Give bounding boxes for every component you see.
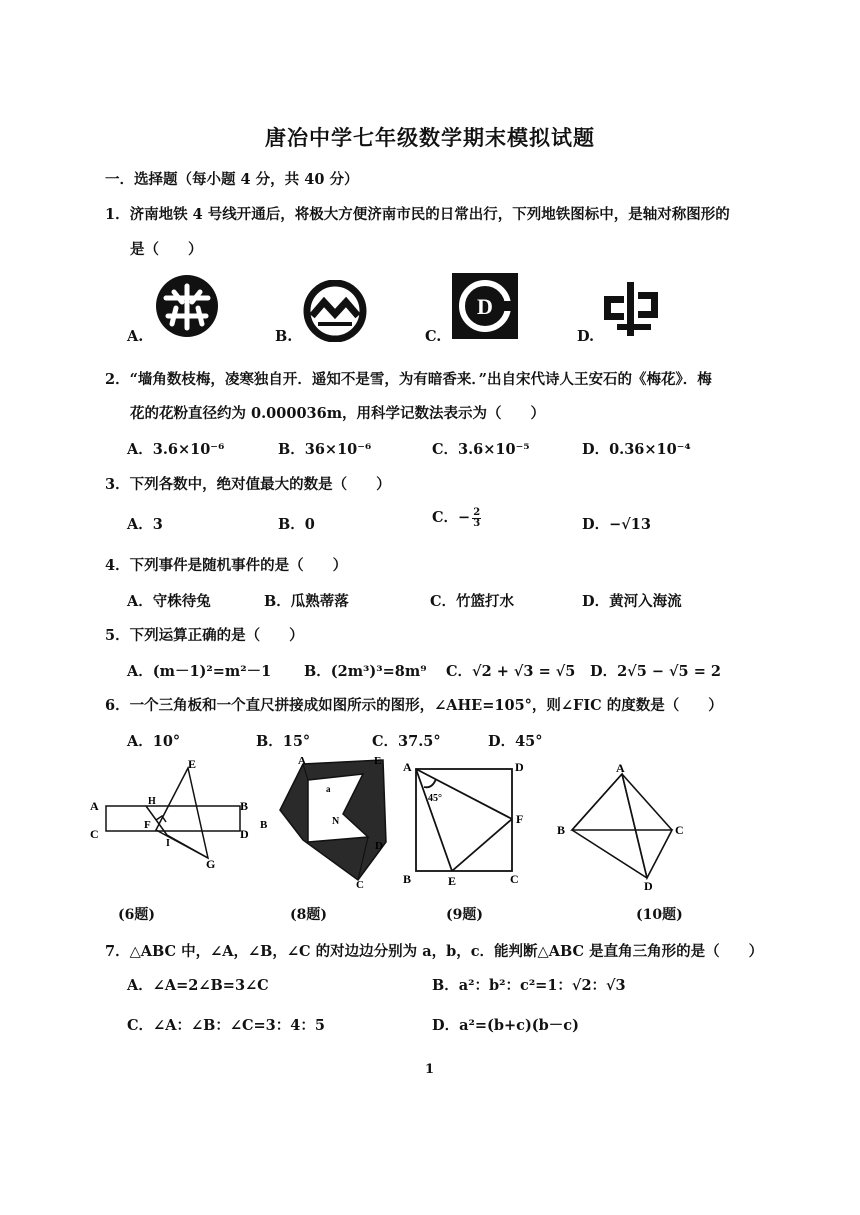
figure-10 (552, 760, 692, 895)
q2-stem-line2: 花的花粉直径约为 0.000036m，用科学记数法表示为（ ） (130, 405, 546, 422)
fig9-label-angle: 45° (428, 793, 442, 804)
fig8-label-c: C (356, 879, 364, 891)
fig6-label-d: D (240, 827, 249, 841)
q6-stem: 6．一个三角板和一个直尺拼接成如图所示的图形，∠AHE=105°，则∠FIC 的度数是（ ） (105, 697, 723, 714)
fig8-label-e: E (374, 755, 382, 767)
q3-option-c (432, 506, 481, 529)
q3-stem: 3．下列各数中，绝对值最大的数是（ ） (105, 476, 391, 493)
caption-fig6: (6题) (118, 907, 155, 923)
caption-fig10: (10题) (636, 907, 683, 923)
figure-8 (258, 752, 398, 892)
fig6-label-h: H (148, 796, 156, 807)
caption-fig8: (8题) (290, 907, 327, 923)
q1-option-a-label: A. (127, 328, 144, 345)
q1-option-b-label: B. (275, 328, 293, 345)
q2-option-a: A．3.6×10⁻⁶ (127, 441, 225, 458)
q5-stem: 5．下列运算正确的是（ ） (105, 627, 304, 644)
q5-option-c: C．√2 + √3 = √5 (446, 663, 576, 680)
q5-option-b: B．(2m³)³=8m⁹ (304, 663, 427, 680)
q2-stem-line1: 2．“墙角数枝梅，凌寒独自开．遥知不是雪，为有暗香来．”出自宋代诗人王安石的《梅花》．梅 (105, 371, 712, 388)
fig9-label-b: B (403, 872, 412, 886)
metro-logo-b-icon (300, 280, 370, 342)
q3-fraction (472, 508, 481, 529)
q3-fraction-numerator: 2 (473, 506, 481, 518)
fig10-label-b: B (557, 823, 566, 837)
fig6-label-b: B (240, 799, 249, 813)
fig8-label-a: A (298, 755, 306, 767)
fig10-label-c: C (675, 823, 684, 837)
q5-option-a: A．(m－1)²=m²－1 (127, 663, 272, 680)
q4-option-d: D．黄河入海流 (582, 593, 682, 610)
q6-option-a: A．10° (127, 733, 181, 750)
q1-option-d-label: D. (577, 328, 595, 345)
page-title: 唐冶中学七年级数学期末模拟试题 (265, 125, 595, 150)
q3-option-b: B．0 (278, 516, 315, 533)
metro-logo-d-icon (600, 280, 662, 338)
q6-option-b: B．15° (256, 733, 311, 750)
page-number: 1 (425, 1062, 435, 1077)
fig9-label-e: E (448, 874, 457, 888)
fig9-label-f: F (516, 812, 524, 826)
q3-option-c-prefix: C．− (432, 509, 471, 526)
caption-fig9: (9题) (446, 907, 483, 923)
q7-option-b: B．a²：b²：c²=1：√2：√3 (432, 977, 626, 994)
metro-logo-a-icon (152, 272, 222, 340)
fig8-label-n: N (332, 816, 340, 827)
fig8-label-d: D (375, 840, 383, 852)
fig6-label-a: A (90, 799, 99, 813)
q5-option-d: D．2√5 − √5 = 2 (590, 663, 721, 680)
q6-option-c: C．37.5° (372, 733, 441, 750)
q7-option-c: C．∠A：∠B：∠C=3：4：5 (127, 1017, 325, 1034)
q2-option-c: C．3.6×10⁻⁵ (432, 441, 530, 458)
q3-option-d: D．−√13 (582, 516, 651, 533)
section-heading: 一．选择题（每小题 4 分，共 40 分） (105, 171, 359, 188)
q1-stem-line1: 1．济南地铁 4 号线开通后，将极大方便济南市民的日常出行，下列地铁图标中，是轴对称图形的 (105, 206, 730, 223)
fig6-label-i: I (166, 838, 170, 849)
q1-stem-line2: 是（ ） (130, 241, 203, 258)
q4-option-a: A．守株待兔 (127, 593, 211, 610)
metro-logo-c-icon (452, 273, 518, 339)
logo-c-letter: D (477, 294, 493, 319)
q2-option-b: B．36×10⁻⁶ (278, 441, 372, 458)
fig6-label-c: C (90, 827, 99, 841)
fig9-label-d: D (515, 760, 524, 774)
fig8-label-b: B (260, 819, 268, 831)
q4-stem: 4．下列事件是随机事件的是（ ） (105, 557, 348, 574)
q7-option-d: D．a²=(b+c)(b－c) (432, 1017, 579, 1034)
fig10-label-a: A (616, 761, 625, 775)
fig8-label-alpha: a (326, 784, 331, 794)
q6-option-d: D．45° (488, 733, 543, 750)
q7-option-a: A．∠A=2∠B=3∠C (127, 977, 269, 994)
fig10-label-d: D (644, 879, 653, 893)
fig6-label-f: F (144, 819, 151, 831)
fig9-label-c: C (510, 872, 519, 886)
figure-9 (402, 757, 537, 889)
q7-stem: 7．△ABC 中，∠A，∠B，∠C 的对边边分别为 a，b，c．能判断△ABC 是直角三角形的是（ ） (105, 943, 764, 960)
figure-6 (88, 760, 258, 875)
fig6-label-g: G (206, 857, 216, 871)
q4-option-c: C．竹篮打水 (430, 593, 515, 610)
q3-fraction-denominator: 3 (473, 517, 481, 529)
q2-option-d: D．0.36×10⁻⁴ (582, 441, 691, 458)
fig6-label-e: E (188, 760, 197, 771)
q3-option-a: A．3 (127, 516, 163, 533)
q4-option-b: B．瓜熟蒂落 (264, 593, 349, 610)
q1-option-c-label: C. (425, 328, 442, 345)
fig9-label-a: A (403, 760, 412, 774)
